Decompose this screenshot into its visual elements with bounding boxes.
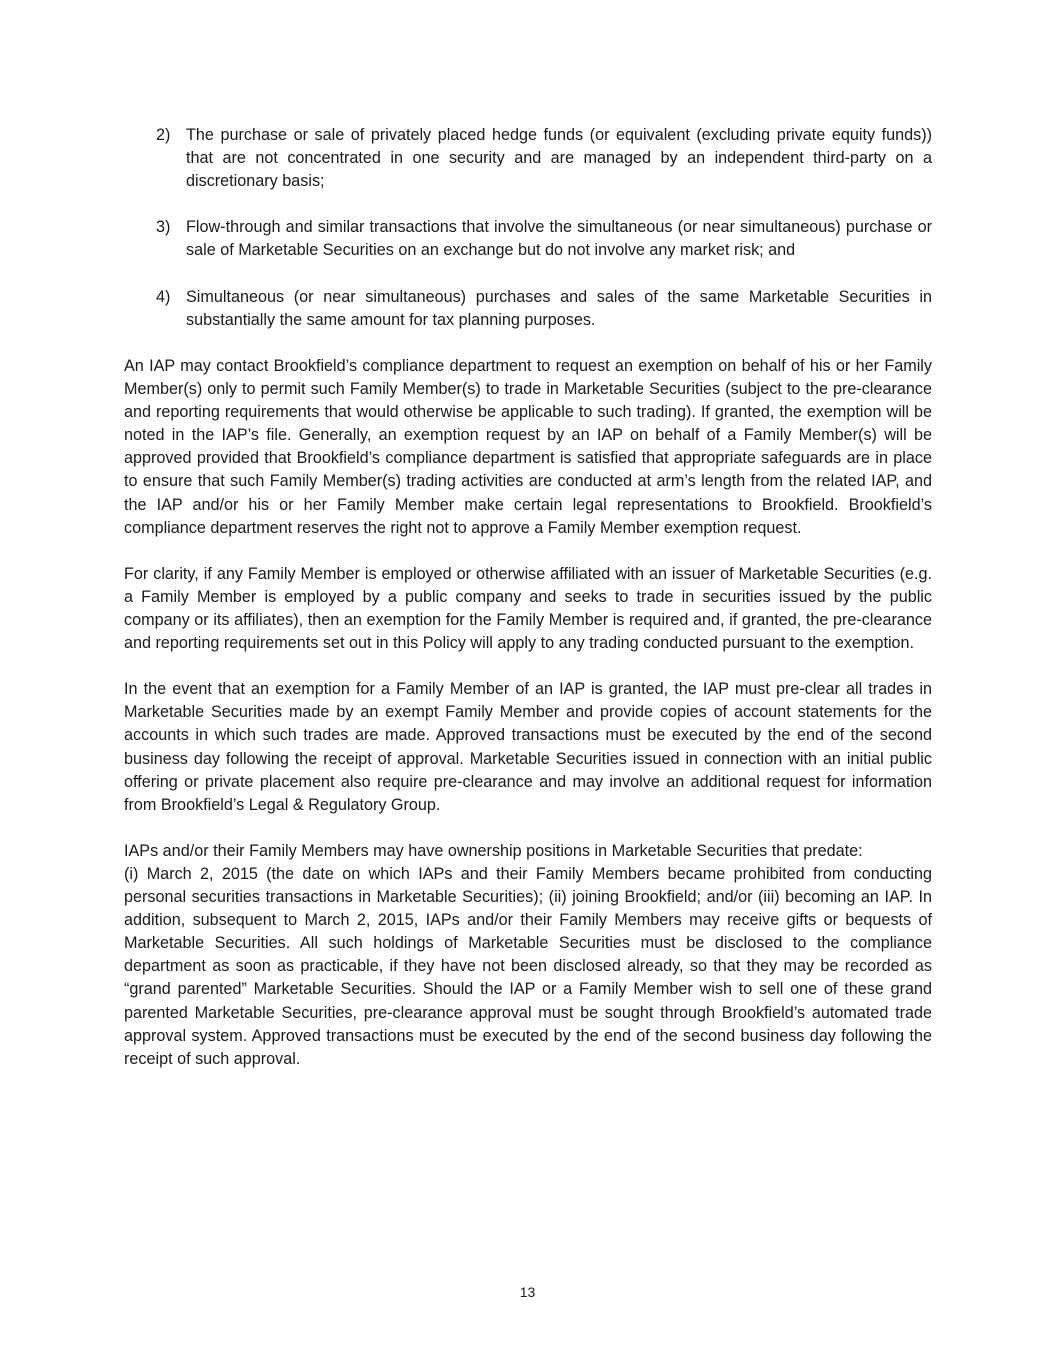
list-item-text: Flow-through and similar transactions that involve the simultaneous (or near simultaneous) purchase or sale of Marketable Securities on an exchange but do not involve any market risk; and	[186, 218, 932, 260]
exemption-request-paragraph: An IAP may contact Brookfield’s compliance department to request an exemption on behalf of his or her Family Member(s) only to permit such Family Member(s) to trade in Marketable Securities (subject to the pre-clearance and reporting requirements that would otherwise be applicable to such trading). If granted, the exemption will be noted in the IAP’s file. Generally, an exemption request by an IAP on behalf of a Family Member(s) will be approved provided that Brookfield’s compliance department is satisfied that appropriate safeguards are in place to ensure that such Family Member(s) trading activities are conducted at arm’s length from the related IAP, and the IAP and/or his or her Family Member make certain legal representations to Brookfield. Brookfield’s compliance department reserves the right not to approve a Family Member exemption request.	[124, 356, 932, 537]
page-content	[124, 124, 932, 1094]
list-item	[124, 286, 932, 332]
list-item-number: 3)	[156, 218, 171, 237]
list-item-number: 4)	[156, 287, 171, 306]
numbered-list	[124, 124, 932, 332]
holdings-intro-line: IAPs and/or their Family Members may have ownership positions in Marketable Securities that predate:	[124, 841, 863, 860]
exemption-granted-paragraph: In the event that an exemption for a Family Member of an IAP is granted, the IAP must pre-clear all trades in Marketable Securities made by an exempt Family Member and provide copies of account statements for the accounts in which such trades are made. Approved transactions must be executed by the end of the second business day following the receipt of approval. Marketable Securities issued in connection with an initial public offering or private placement also require pre-clearance and may involve an additional request for information from Brookfield’s Legal & Regulatory Group.	[124, 680, 932, 814]
list-item-text: Simultaneous (or near simultaneous) purchases and sales of the same Marketable Securities in substantially the same amount for tax planning purposes.	[186, 287, 932, 329]
page-number: 13	[519, 1284, 536, 1300]
list-item	[124, 216, 932, 262]
list-item-text: The purchase or sale of privately placed hedge funds (or equivalent (excluding private equity funds)) that are not concentrated in one security and are managed by an independent third-party on a discretionary basis;	[186, 126, 932, 191]
holdings-paragraph: (i) March 2, 2015 (the date on which IAPs and their Family Members became prohibited from conducting personal securities transactions in Marketable Securities); (ii) joining Brookfield; and/or (iii) becoming an IAP. In addition, subsequent to March 2, 2015, IAPs and/or their Family Members may receive gifts or bequests of Marketable Securities. All such holdings of Marketable Securities must be disclosed to the compliance department as soon as practicable, if they have not been disclosed already, so that they may be recorded as “grand parented” Marketable Securities. Should the IAP or a Family Member wish to sell one of these grand parented Marketable Securities, pre-clearance approval must be sought through Brookfield’s automated trade approval system. Approved transactions must be executed by the end of the second business day following the receipt of such approval.	[124, 865, 932, 1068]
list-item	[124, 124, 932, 193]
list-item-number: 2)	[156, 126, 171, 144]
clarity-paragraph: For clarity, if any Family Member is employed or otherwise affiliated with an issuer of Marketable Securities (e.g. a Family Member is employed by a public company and seeks to trade in securities issued by the public company or its affiliates), then an exemption for the Family Member is required and, if granted, the pre-clearance and reporting requirements set out in this Policy will apply to any trading conducted pursuant to the exemption.	[124, 564, 932, 653]
